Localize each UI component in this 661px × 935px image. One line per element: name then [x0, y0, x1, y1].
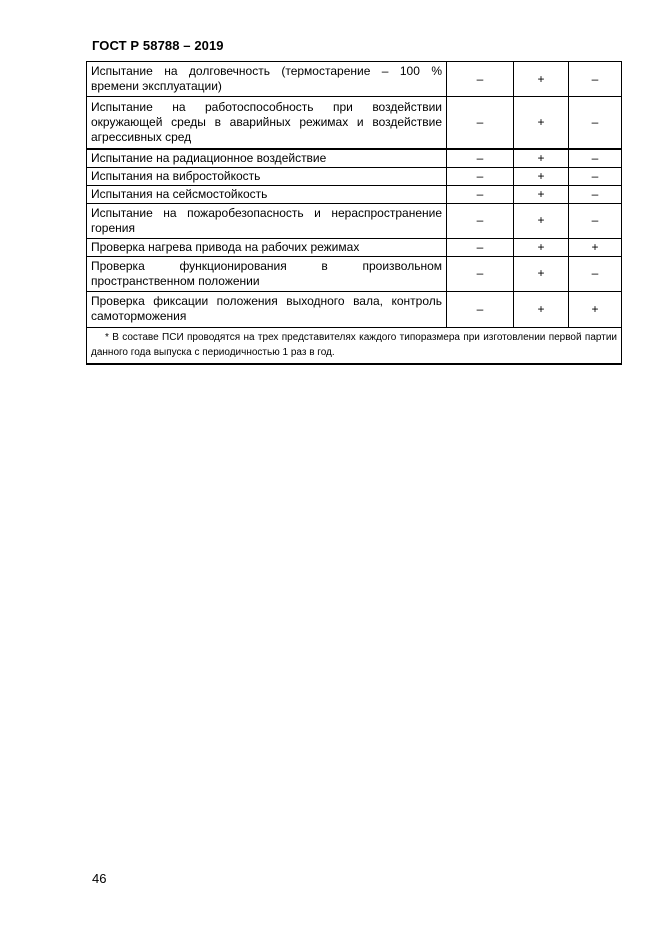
test-matrix-table	[86, 61, 622, 365]
test-name: Проверка функционирования в произвольном пространственном положении	[87, 256, 447, 291]
test-name: Испытание на пожаробезопасность и нераспространение горения	[87, 203, 447, 238]
mark-cell: +	[514, 291, 569, 327]
footnote-row	[87, 327, 622, 364]
mark-cell: +	[569, 291, 622, 327]
mark-cell: –	[569, 62, 622, 97]
test-name: Испытания на сейсмостойкость	[87, 185, 447, 203]
mark-cell: +	[514, 238, 569, 256]
mark-cell: +	[514, 167, 569, 185]
mark-cell: –	[447, 238, 514, 256]
table-row	[87, 97, 622, 149]
test-name: Испытания на вибростойкость	[87, 167, 447, 185]
document-header: ГОСТ Р 58788 – 2019	[92, 38, 224, 53]
mark-cell: –	[447, 149, 514, 168]
table-row	[87, 167, 622, 185]
mark-cell: –	[569, 203, 622, 238]
table-row	[87, 291, 622, 327]
test-name: Проверка фиксации положения выходного вала, контроль самоторможения	[87, 291, 447, 327]
mark-cell: –	[569, 97, 622, 149]
table-footnote	[87, 327, 622, 364]
table-row	[87, 203, 622, 238]
table-row	[87, 256, 622, 291]
mark-cell: –	[447, 203, 514, 238]
mark-cell: –	[447, 185, 514, 203]
mark-cell: –	[569, 256, 622, 291]
mark-cell: +	[569, 238, 622, 256]
mark-cell: –	[447, 97, 514, 149]
mark-cell: –	[447, 291, 514, 327]
table-row	[87, 185, 622, 203]
footnote-text: * В составе ПСИ проводятся на трех представителях каждого типоразмера при изготовлении первой партии данного года выпуска с периодичностью 1 раз в год.	[91, 331, 617, 358]
mark-cell: –	[447, 62, 514, 97]
mark-cell: +	[514, 185, 569, 203]
test-name: Проверка нагрева привода на рабочих режимах	[87, 238, 447, 256]
mark-cell: +	[514, 203, 569, 238]
mark-cell: –	[447, 256, 514, 291]
mark-cell: –	[569, 185, 622, 203]
test-name: Испытание на радиационное воздействие	[87, 149, 447, 168]
table-row	[87, 149, 622, 168]
mark-cell: +	[514, 97, 569, 149]
table-row	[87, 238, 622, 256]
mark-cell: +	[514, 149, 569, 168]
mark-cell: –	[569, 149, 622, 168]
mark-cell: +	[514, 256, 569, 291]
test-name: Испытание на долговечность (термостарение – 100 % времени эксплуатации)	[87, 62, 447, 97]
page-number: 46	[92, 871, 107, 886]
test-name: Испытание на работоспособность при воздействии окружающей среды в аварийных режимах и воздействие агрессивных сред	[87, 97, 447, 149]
mark-cell: –	[569, 167, 622, 185]
mark-cell: +	[514, 62, 569, 97]
mark-cell: –	[447, 167, 514, 185]
table-row	[87, 62, 622, 97]
